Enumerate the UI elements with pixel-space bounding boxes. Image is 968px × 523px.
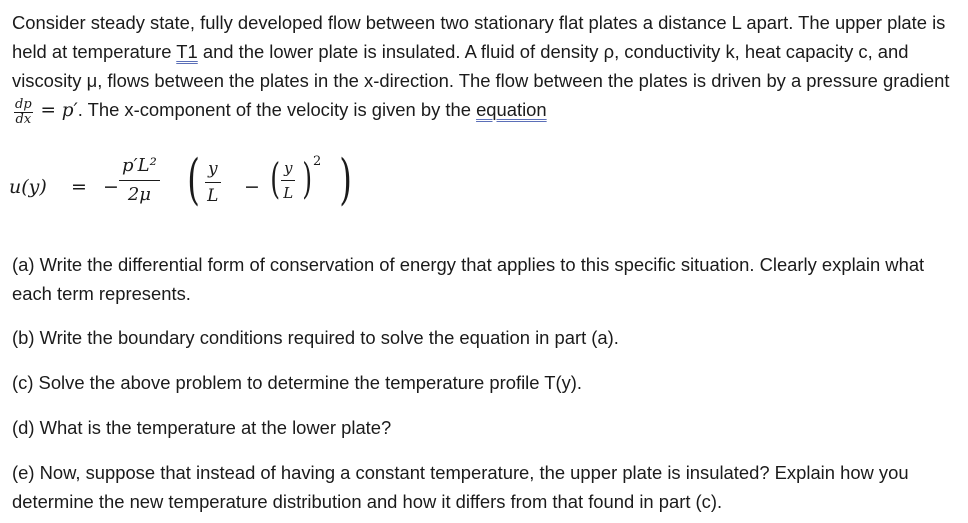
- intro-text-2: and the lower plate is insulated. A fluid of density ρ, conductivity k, heat capacity c, and viscosity μ, flows between the plates in the x-direction. The flow between the plates is driven by a pressure gradient: [12, 41, 950, 91]
- equation-word: equation: [476, 99, 547, 120]
- intro-text-1: Consider steady state, fully developed flow between two stationary flat plates a distance L apart. The upper plate is held at temperature: [12, 12, 946, 62]
- squared-denominator: L: [283, 184, 294, 202]
- coefficient-denominator: 2μ: [127, 184, 151, 205]
- coefficient-fraction: [119, 154, 160, 207]
- temperature-t1-label: T1: [176, 41, 198, 62]
- intro-paragraph: [12, 8, 956, 127]
- gradient-numerator: dp: [15, 97, 32, 113]
- y-over-l-numerator: y: [205, 158, 221, 183]
- leading-minus: −: [103, 176, 119, 198]
- equals-sign: =: [71, 176, 87, 198]
- power-exponent: 2: [313, 154, 322, 169]
- outer-right-paren: ): [339, 148, 352, 211]
- squared-fraction: [281, 158, 295, 203]
- y-over-l-fraction: [205, 158, 221, 207]
- outer-left-paren: (: [187, 148, 200, 211]
- question-list: [12, 250, 956, 516]
- gradient-rhs: = p′: [34, 100, 78, 121]
- inner-minus: −: [244, 176, 260, 198]
- equation-lhs: u(y): [9, 176, 47, 198]
- problem-statement: [12, 8, 956, 127]
- y-over-l-denominator: L: [207, 186, 219, 206]
- question-c: (c) Solve the above problem to determine the temperature profile T(y).: [12, 372, 583, 393]
- velocity-equation: [9, 150, 409, 230]
- inner-left-paren: (: [270, 154, 281, 203]
- question-a: (a) Write the differential form of conservation of energy that applies to this specific situation. Clearly explain what each term represents.: [12, 254, 925, 304]
- question-b: (b) Write the boundary conditions required to solve the equation in part (a).: [12, 327, 619, 348]
- coefficient-numerator: p′L²: [119, 154, 160, 181]
- gradient-denominator: dx: [15, 112, 32, 128]
- question-d: (d) What is the temperature at the lower plate?: [12, 417, 392, 438]
- inner-right-paren: ): [302, 154, 313, 203]
- question-e: (e) Now, suppose that instead of having a constant temperature, the upper plate is insulated? Explain how you determine the new temperature distribution and how it differs from that found in part (c).: [12, 462, 909, 512]
- squared-numerator: y: [281, 158, 295, 181]
- intro-text-3: . The x-component of the velocity is given by the: [77, 99, 477, 120]
- pressure-gradient-fraction: [14, 98, 33, 127]
